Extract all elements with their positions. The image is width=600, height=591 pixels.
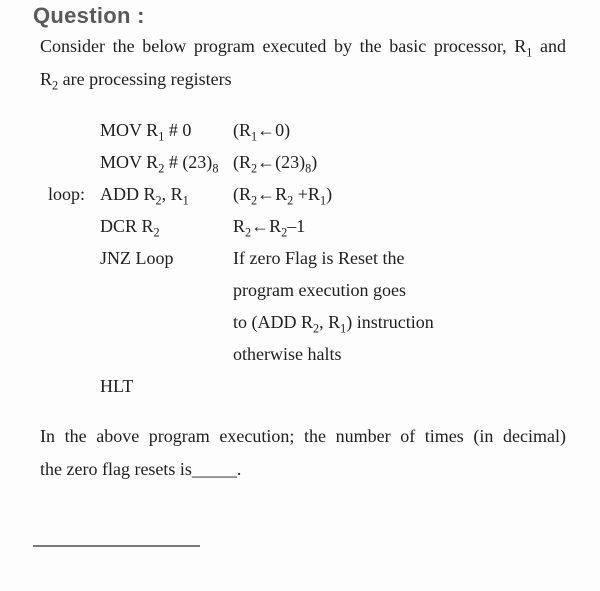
- program-label: [48, 242, 100, 370]
- intro-paragraph: [40, 30, 566, 96]
- program-row: [48, 370, 600, 402]
- program-label: [48, 370, 100, 402]
- program-instruction: MOV $R_1$ # 0: [100, 120, 192, 144]
- program-label: loop:: [48, 184, 86, 204]
- program-comment: [233, 370, 600, 402]
- intro-line: Consider the below program executed by the basic processor, $R_1$ and: [40, 36, 566, 60]
- program-instruction: ADD $R_2$, $R_1$: [100, 184, 189, 208]
- program-row: [48, 210, 600, 242]
- program-row: [48, 242, 600, 370]
- program-comment: $(R_2\leftarrow(23)_8)$: [233, 152, 318, 176]
- program-comment: If zero Flag is Reset the program execution goes to (ADD $R_2$, $R_1$) instruction otherwise halts: [233, 248, 434, 364]
- intro-line: $R_2$ are processing registers: [40, 69, 232, 93]
- bottom-rule: [33, 545, 200, 547]
- program-instruction: DCR $R_2$: [100, 216, 160, 240]
- program-instruction: JNZ Loop: [100, 248, 174, 268]
- question-line: In the above program execution; the number of times (in decimal): [40, 426, 566, 446]
- program-listing: [48, 114, 600, 402]
- program-comment: $(R_2\leftarrow R_2 +R_1)$: [233, 184, 333, 208]
- program-label: [48, 146, 100, 178]
- program-label: [48, 114, 100, 146]
- program-label: [48, 210, 100, 242]
- program-row: [48, 114, 600, 146]
- program-instruction: HLT: [100, 376, 134, 396]
- program-row: [48, 146, 600, 178]
- question-heading: Question :: [33, 3, 145, 28]
- question-paragraph: [40, 420, 566, 486]
- program-row: [48, 178, 600, 210]
- question-line-with-answer-blank: the zero flag resets is_____.: [40, 459, 242, 479]
- program-comment: $(R_1\leftarrow 0)$: [233, 120, 291, 144]
- program-comment: $R_2\leftarrow R_2-1$: [233, 216, 306, 240]
- program-instruction: MOV $R_2$ # $(23)_8$: [100, 152, 219, 176]
